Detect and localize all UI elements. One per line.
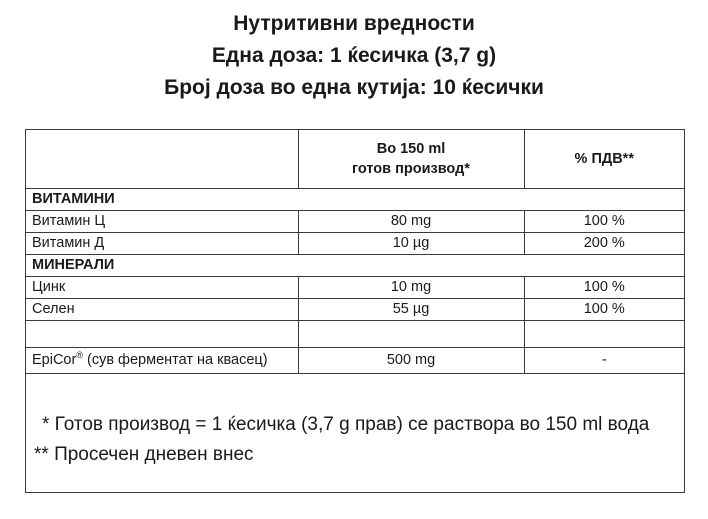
table-row	[26, 232, 684, 254]
column-header-rdi: % ПДВ**	[524, 130, 684, 188]
table-row	[26, 210, 684, 232]
nutrient-name: Витамин Д	[26, 232, 298, 254]
title-block	[0, 8, 708, 104]
table-row-epicor	[26, 347, 684, 373]
nutrient-amount: 10 µg	[298, 232, 524, 254]
section-row-minerals	[26, 254, 684, 276]
table-row	[26, 276, 684, 298]
spacer-row	[26, 320, 684, 347]
serving-size: Една доза: 1 ќесичка (3,7 g)	[211, 44, 497, 67]
section-label: МИНЕРАЛИ	[26, 254, 684, 276]
footnote-prepared-product: * Готов производ = 1 ќесичка (3,7 g прав) се раствора во 150 ml вода	[42, 414, 650, 435]
footnote-daily-intake: ** Просечен дневен внес	[34, 444, 254, 465]
section-row-vitamins	[26, 188, 684, 210]
empty-cell	[26, 320, 298, 347]
empty-cell	[524, 320, 684, 347]
nutrient-amount: 55 µg	[298, 298, 524, 320]
nutrient-rdi: 200 %	[524, 232, 684, 254]
footnotes	[34, 410, 649, 470]
column-header-amount	[298, 130, 524, 188]
epicor-amount: 500 mg	[298, 347, 524, 373]
empty-cell	[298, 320, 524, 347]
nutrient-rdi: 100 %	[524, 298, 684, 320]
nutrition-panel	[25, 129, 685, 493]
page-title: Нутритивни вредности	[233, 12, 475, 35]
nutrient-name: Цинк	[26, 276, 298, 298]
nutrient-rdi: 100 %	[524, 276, 684, 298]
table-header-row	[26, 130, 684, 188]
nutrient-amount: 10 mg	[298, 276, 524, 298]
nutrient-rdi: 100 %	[524, 210, 684, 232]
epicor-rdi: -	[524, 347, 684, 373]
nutrition-table	[26, 130, 684, 374]
epicor-name: EpiCor	[32, 352, 77, 368]
amount-header-line1: Во 150 ml	[376, 140, 446, 157]
epicor-name-cell	[26, 347, 298, 373]
epicor-description: (сув ферментат на квасец)	[82, 352, 268, 368]
nutrient-name: Селен	[26, 298, 298, 320]
registered-mark: ®	[76, 350, 83, 361]
section-label: ВИТАМИНИ	[26, 188, 684, 210]
amount-header-line2: готов производ*	[352, 160, 470, 177]
nutrient-name: Витамин Ц	[26, 210, 298, 232]
table-row	[26, 298, 684, 320]
servings-per-box: Број доза во една кутија: 10 ќесички	[164, 76, 544, 99]
header-blank-cell	[26, 130, 298, 188]
nutrient-amount: 80 mg	[298, 210, 524, 232]
